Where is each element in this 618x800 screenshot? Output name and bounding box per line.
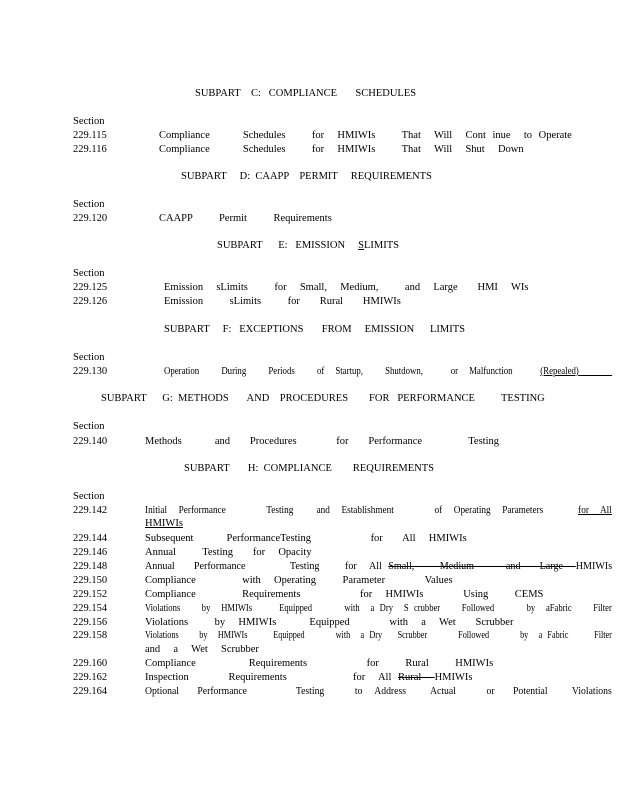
- section-title: Compliance Schedules for HMIWIs That Will Cont inue to Operate: [159, 130, 572, 141]
- subpart-h-heading: SUBPART H: COMPLIANCE REQUIREMENTS: [184, 463, 434, 474]
- section-number: 229.160: [73, 658, 108, 669]
- section-number: 229.140: [73, 436, 108, 447]
- struck-text: Rural: [398, 672, 435, 683]
- subpart-e-heading-pre: SUBPART E: EMISSION: [217, 240, 359, 251]
- section-number: 229.125: [73, 282, 108, 293]
- section-number: 229.158: [73, 630, 108, 641]
- section-title-text: Operation During Periods of Startup, Shutdown, or Malfunction: [164, 366, 541, 377]
- section-number: 229.120: [73, 213, 108, 224]
- subpart-g-heading: SUBPART G: METHODS AND PROCEDURES FOR PERFORMANCE TESTING: [101, 393, 545, 404]
- section-title-text: Inspection Requirements for All: [145, 672, 399, 683]
- section-number: 229.146: [73, 547, 108, 558]
- section-number: 229.115: [73, 130, 107, 141]
- section-label: Section: [73, 268, 105, 279]
- section-label: Section: [73, 116, 105, 127]
- section-number: 229.142: [73, 505, 108, 516]
- repealed-note: (Repealed): [540, 366, 579, 377]
- section-label: Section: [73, 352, 105, 363]
- inserted-text: for All: [578, 505, 612, 516]
- section-number: 229.162: [73, 672, 108, 683]
- section-title: CAAPP Permit Requirements: [159, 213, 332, 224]
- section-number: 229.126: [73, 296, 108, 307]
- section-number: 229.154: [73, 603, 108, 614]
- section-title-text: Annual Performance Testing for All: [145, 561, 389, 572]
- section-title: [164, 365, 612, 378]
- section-title: [145, 671, 473, 684]
- section-title-continuation: HMIWIs: [145, 518, 183, 529]
- section-title: Compliance with Operating Parameter Values: [145, 575, 453, 586]
- section-title: Compliance Requirements for HMIWIs Using CEMS: [145, 589, 544, 600]
- section-title-text: Initial Performance Testing and Establishment of Operating Parameters: [145, 505, 579, 516]
- section-number: 229.144: [73, 533, 108, 544]
- section-number: 229.150: [73, 575, 108, 586]
- section-title: Optional Performance Testing to Address Actual or Potential Violations: [145, 686, 612, 697]
- section-title: [145, 560, 612, 573]
- subpart-e-heading-underlined: S: [358, 240, 364, 251]
- section-number: 229.130: [73, 366, 108, 377]
- section-number: 229.156: [73, 617, 108, 628]
- struck-text: Small, Medium and Large: [388, 561, 576, 572]
- section-title-text: HMIWIs: [434, 672, 473, 683]
- section-title: Violations by HMIWIs Equipped with a Dry Scrubber Followed by a Fabric Filter: [145, 630, 612, 641]
- section-title: Emission sLimits for Small, Medium, and Large HMI WIs: [164, 282, 529, 293]
- section-title: Methods and Procedures for Performance Testing: [145, 436, 500, 447]
- section-label: Section: [73, 199, 105, 210]
- subpart-c-heading: SUBPART C: COMPLIANCE SCHEDULES: [195, 88, 417, 99]
- section-title: Violations by HMIWIs Equipped with a Wet Scrubber: [145, 617, 514, 628]
- section-title: Annual Testing for Opacity: [145, 547, 312, 558]
- section-title: Subsequent PerformanceTesting for All HMIWIs: [145, 533, 467, 544]
- subpart-e-heading: [217, 239, 399, 252]
- subpart-e-heading-post: LIMITS: [364, 240, 399, 251]
- section-label: Section: [73, 491, 105, 502]
- section-number: 229.164: [73, 686, 108, 697]
- subpart-f-heading: SUBPART F: EXCEPTIONS FROM EMISSION LIMITS: [164, 324, 466, 335]
- section-title: Emission sLimits for Rural HMIWIs: [164, 296, 401, 307]
- section-title: Compliance Schedules for HMIWIs That Will Shut Down: [159, 144, 524, 155]
- section-title: [145, 504, 612, 517]
- section-number: 229.116: [73, 144, 107, 155]
- section-number: 229.152: [73, 589, 108, 600]
- section-title-continuation: and a Wet Scrubber: [145, 644, 259, 655]
- section-title: Violations by HMIWIs Equipped with a Dry S crubber Followed by aFabric Filter: [145, 603, 612, 614]
- section-title: Compliance Requirements for Rural HMIWIs: [145, 658, 494, 669]
- subpart-d-heading: SUBPART D: CAAPP PERMIT REQUIREMENTS: [181, 171, 432, 182]
- section-number: 229.148: [73, 561, 108, 572]
- section-title-text: HMIWIs: [575, 561, 613, 572]
- section-label: Section: [73, 421, 105, 432]
